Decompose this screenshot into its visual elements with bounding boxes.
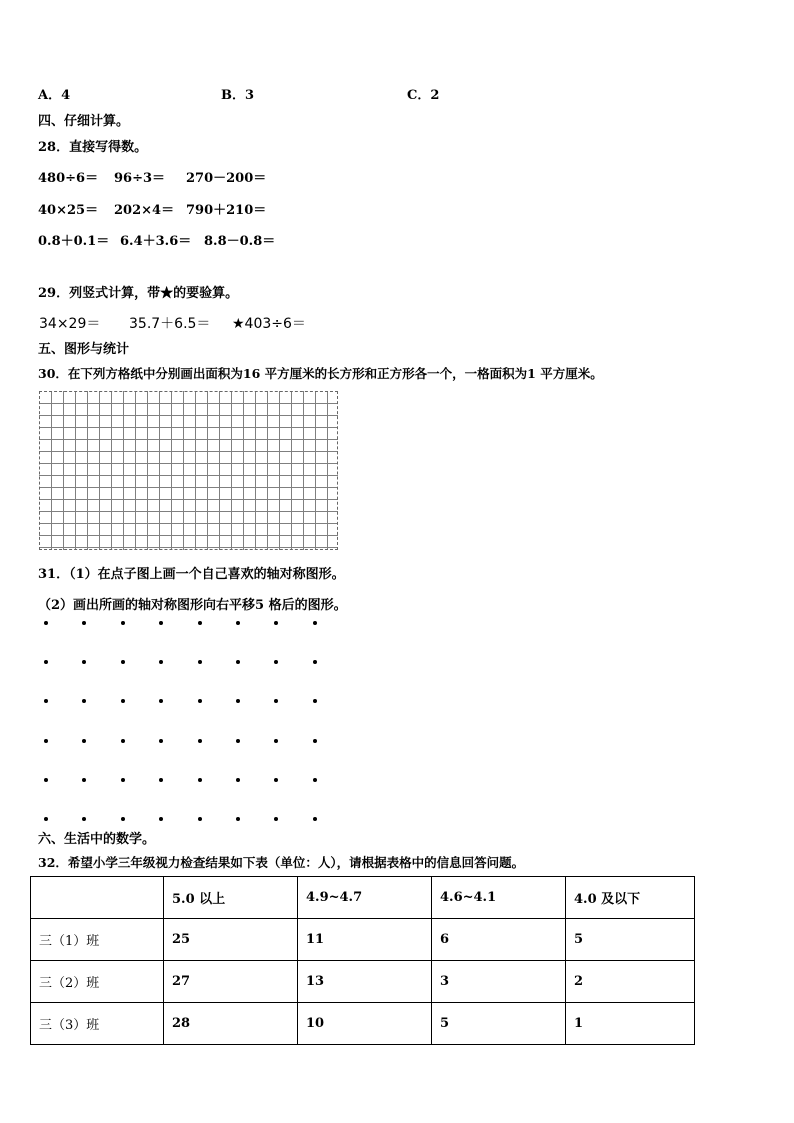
grid-dot[interactable]	[198, 817, 202, 821]
table-cell: 28	[164, 1003, 298, 1045]
q32-title: 32．希望小学三年级视力检查结果如下表（单位：人），请根据表格中的信息回答问题。	[38, 855, 525, 870]
grid-dot[interactable]	[274, 817, 278, 821]
section6-title: 六、生活中的数学。	[38, 832, 156, 847]
grid-dot[interactable]	[121, 660, 125, 664]
q28-item: 96÷3＝	[114, 171, 166, 186]
table-header-row	[31, 877, 695, 919]
grid-dot[interactable]	[274, 778, 278, 782]
grid-dot[interactable]	[313, 739, 317, 743]
table-cell: 11	[298, 919, 432, 961]
table-cell: 2	[566, 961, 695, 1003]
table-cell: 三（2）班	[31, 961, 164, 1003]
table-cell: 10	[298, 1003, 432, 1045]
grid-dot[interactable]	[274, 739, 278, 743]
grid-dot[interactable]	[313, 778, 317, 782]
grid-dot[interactable]	[121, 778, 125, 782]
grid-dot[interactable]	[44, 660, 48, 664]
q28-item: 270－200＝	[186, 171, 267, 186]
q28-title: 28．直接写得数。	[38, 140, 148, 155]
table-cell: 6	[432, 919, 566, 961]
grid-dot[interactable]	[274, 621, 278, 625]
grid-dot[interactable]	[159, 739, 163, 743]
vision-table	[30, 876, 695, 1045]
table-cell: 5	[432, 1003, 566, 1045]
table-cell: 三（3）班	[31, 1003, 164, 1045]
q28-item: 40×25＝	[38, 203, 99, 218]
grid-dot[interactable]	[44, 699, 48, 703]
grid-dot[interactable]	[236, 660, 240, 664]
grid-dot[interactable]	[159, 621, 163, 625]
grid-dot[interactable]	[198, 699, 202, 703]
grid-dot[interactable]	[236, 621, 240, 625]
q28-item: 6.4＋3.6＝	[120, 234, 192, 249]
option-b: B．3	[221, 88, 255, 103]
table-cell: 13	[298, 961, 432, 1003]
option-c: C．2	[407, 88, 440, 103]
table-cell: 1	[566, 1003, 695, 1045]
grid-paper[interactable]	[39, 391, 338, 550]
q30-title: 30．在下列方格纸中分别画出面积为16 平方厘米的长方形和正方形各一个，一格面积为1 平方厘米。	[38, 366, 603, 381]
grid-dot[interactable]	[274, 699, 278, 703]
q29-item: 35.7＋6.5＝	[129, 316, 211, 332]
section4-title: 四、仔细计算。	[38, 114, 130, 129]
table-row	[31, 919, 695, 961]
grid-dot[interactable]	[313, 621, 317, 625]
grid-dot[interactable]	[121, 739, 125, 743]
table-row	[31, 1003, 695, 1045]
grid-dot[interactable]	[159, 660, 163, 664]
table-header-cell: 4.0 及以下	[566, 877, 695, 919]
grid-dot[interactable]	[44, 739, 48, 743]
grid-dot[interactable]	[44, 817, 48, 821]
table-cell: 25	[164, 919, 298, 961]
grid-dot[interactable]	[236, 778, 240, 782]
q31-part1: 31．（1）在点子图上画一个自己喜欢的轴对称图形。	[38, 567, 345, 582]
grid-dot[interactable]	[121, 817, 125, 821]
grid-dot[interactable]	[274, 660, 278, 664]
grid-dot[interactable]	[82, 699, 86, 703]
grid-dot[interactable]	[82, 660, 86, 664]
table-cell: 三（1）班	[31, 919, 164, 961]
grid-dot[interactable]	[121, 621, 125, 625]
grid-dot[interactable]	[82, 739, 86, 743]
q28-item: 8.8－0.8＝	[204, 234, 276, 249]
q28-item: 202×4＝	[114, 203, 175, 218]
grid-dot[interactable]	[313, 699, 317, 703]
q29-item: 34×29＝	[39, 316, 101, 332]
grid-dot[interactable]	[82, 778, 86, 782]
grid-dot[interactable]	[159, 778, 163, 782]
table-header-cell: 4.6~4.1	[432, 877, 566, 919]
q29-item: ★403÷6＝	[232, 316, 306, 332]
grid-dot[interactable]	[236, 699, 240, 703]
section5-title: 五、图形与统计	[38, 342, 130, 357]
q29-title: 29．列竖式计算，带★的要验算。	[38, 286, 239, 301]
table-cell: 5	[566, 919, 695, 961]
grid-dot[interactable]	[159, 817, 163, 821]
grid-dot[interactable]	[159, 699, 163, 703]
grid-dot[interactable]	[82, 817, 86, 821]
table-header-cell: 5.0 以上	[164, 877, 298, 919]
grid-dot[interactable]	[82, 621, 86, 625]
q28-item: 480÷6＝	[38, 171, 99, 186]
q31-part2: （2）画出所画的轴对称图形向右平移5 格后的图形。	[38, 598, 347, 613]
table-header-cell: 4.9~4.7	[298, 877, 432, 919]
grid-dot[interactable]	[198, 739, 202, 743]
grid-dot[interactable]	[44, 778, 48, 782]
option-a: A．4	[38, 88, 71, 103]
grid-dot[interactable]	[198, 660, 202, 664]
grid-dot[interactable]	[121, 699, 125, 703]
grid-dot[interactable]	[198, 621, 202, 625]
q28-item: 790＋210＝	[186, 203, 267, 218]
grid-dot[interactable]	[236, 817, 240, 821]
table-header-cell	[31, 877, 164, 919]
grid-dot[interactable]	[44, 621, 48, 625]
table-cell: 3	[432, 961, 566, 1003]
table-cell: 27	[164, 961, 298, 1003]
grid-dot[interactable]	[236, 739, 240, 743]
grid-dot[interactable]	[313, 660, 317, 664]
grid-dot[interactable]	[198, 778, 202, 782]
table-row	[31, 961, 695, 1003]
grid-dot[interactable]	[313, 817, 317, 821]
q28-item: 0.8＋0.1＝	[38, 234, 110, 249]
